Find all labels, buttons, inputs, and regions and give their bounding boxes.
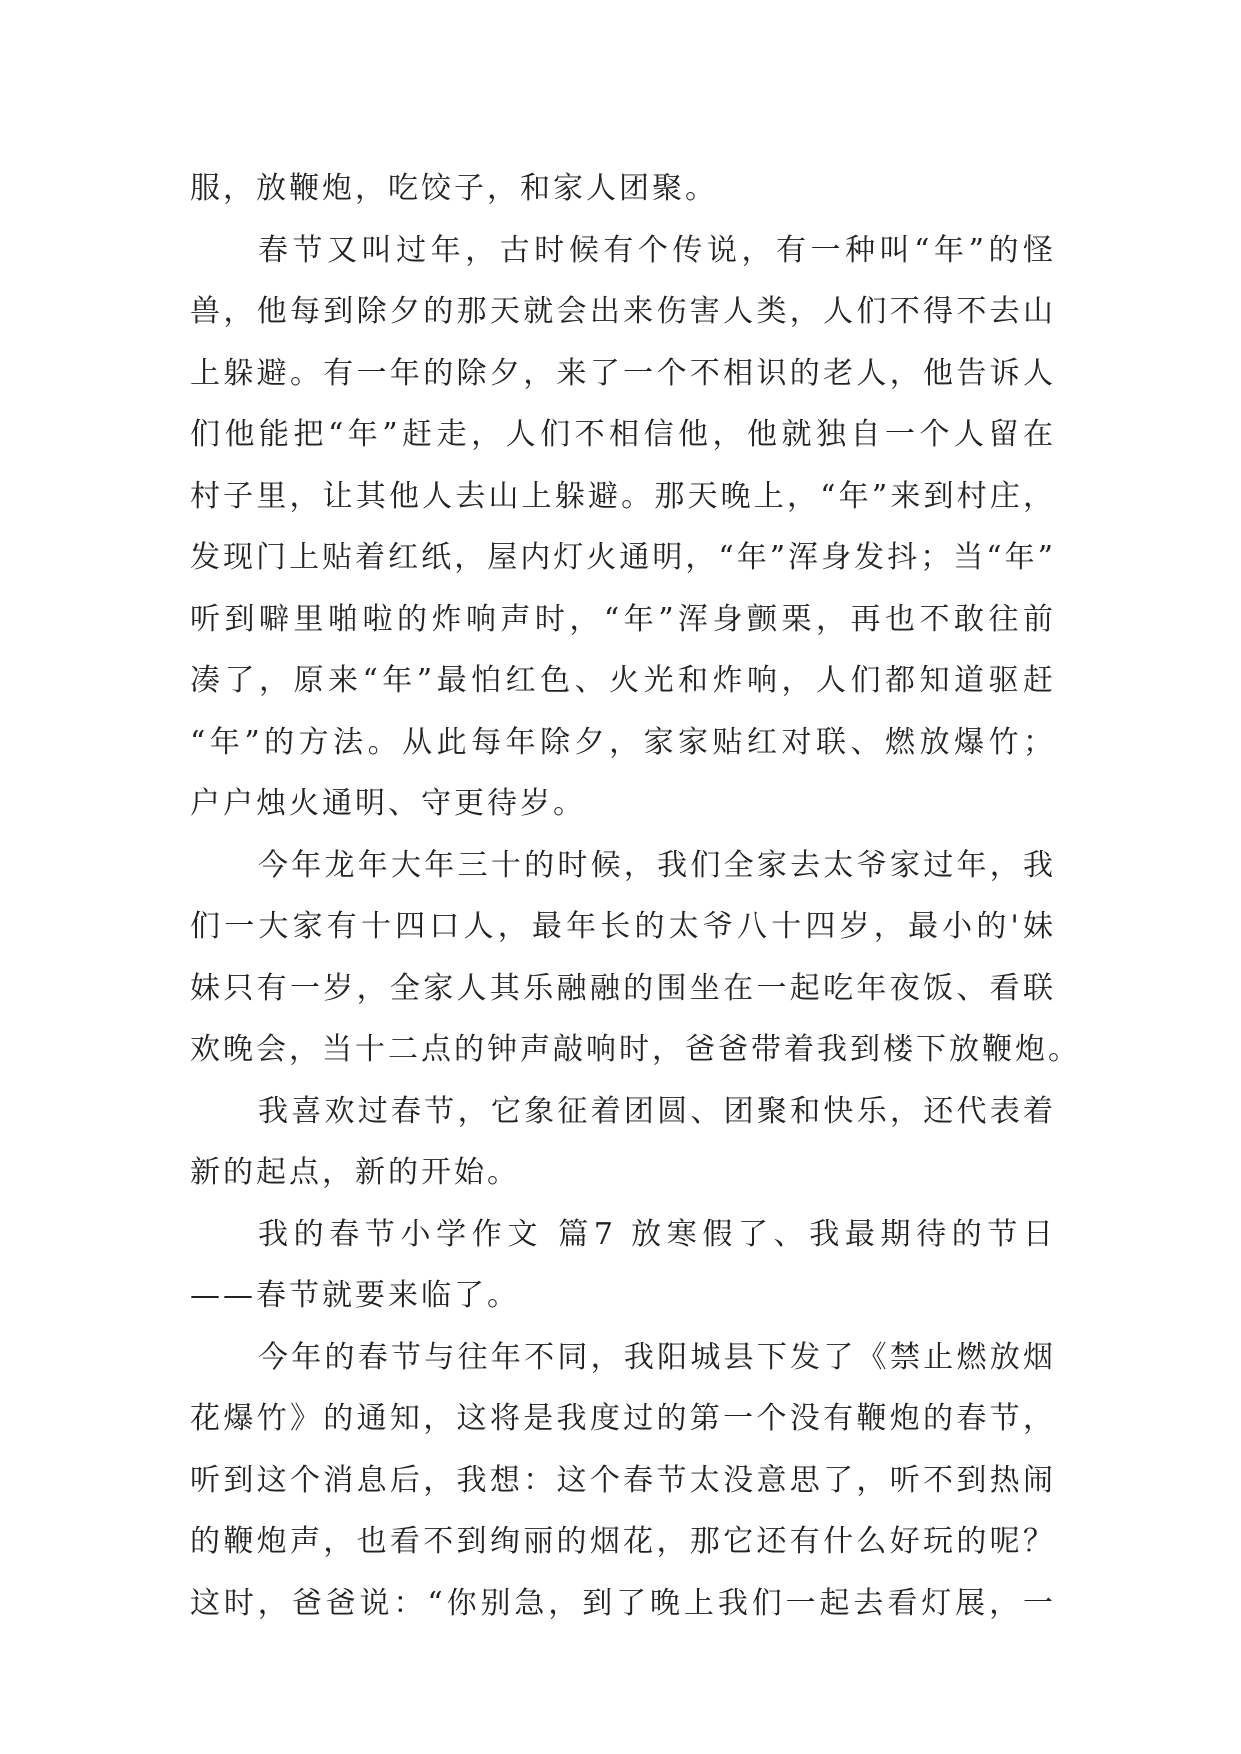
text-line: 们他能把“年”赶走，人们不相信他，他就独自一个人留在 [190, 417, 1056, 452]
text-line: 我的春节小学作文 篇7 放寒假了、我最期待的节日 [258, 1216, 1056, 1252]
text-line: 发现门上贴着红纸，屋内灯火通明，“年”浑身发抖；当“年” [190, 540, 1056, 575]
essay-body [190, 158, 1081, 1634]
text-line: 凑了，原来“年”最怕红色、火光和炸响，人们都知道驱赶 [190, 663, 1056, 698]
text-line: 今年龙年大年三十的时候，我们全家去太爷家过年，我 [258, 847, 1056, 883]
text-line: ——春节就要来临了。 [190, 1278, 520, 1313]
text-line: 花爆竹》的通知，这将是我度过的第一个没有鞭炮的春节， [190, 1401, 1056, 1436]
text-line: 的鞭炮声，也看不到绚丽的烟花，那它还有什么好玩的呢？ [190, 1524, 1056, 1559]
text-line: “年”的方法。从此每年除夕，家家贴红对联、燃放爆竹； [190, 724, 1056, 760]
text-line: 上躲避。有一年的除夕，来了一个不相识的老人，他告诉人 [190, 355, 1056, 391]
text-line: 户户烛火通明、守更待岁。 [190, 786, 586, 821]
text-line: 这时，爸爸说：“你别急，到了晚上我们一起去看灯展，一 [190, 1585, 1056, 1621]
text-line: 兽，他每到除夕的那天就会出来伤害人类，人们不得不去山 [190, 294, 1056, 329]
text-line: 新的起点，新的开始。 [190, 1155, 520, 1190]
text-line: 今年的春节与往年不同，我阳城县下发了《禁止燃放烟 [258, 1339, 1056, 1375]
text-line: 我喜欢过春节，它象征着团圆、团聚和快乐，还代表着 [258, 1093, 1056, 1129]
text-line: 欢晚会，当十二点的钟声敲响时，爸爸带着我到楼下放鞭炮。 [190, 1032, 1081, 1067]
text-line: 村子里，让其他人去山上躲避。那天晚上，“年”来到村庄， [190, 478, 1056, 514]
text-line: 妹只有一岁，全家人其乐融融的围坐在一起吃年夜饭、看联 [190, 970, 1056, 1006]
text-line: 春节又叫过年，古时候有个传说，有一种叫“年”的怪 [258, 232, 1056, 268]
text-line: 服，放鞭炮，吃饺子，和家人团聚。 [190, 171, 718, 206]
text-line: 听到这个消息后，我想：这个春节太没意思了，听不到热闹 [190, 1462, 1056, 1498]
text-line: 们一大家有十四口人，最年长的太爷八十四岁，最小的'妹 [190, 909, 1056, 944]
text-line: 听到噼里啪啦的炸响声时，“年”浑身颤栗，再也不敢往前 [190, 601, 1056, 637]
